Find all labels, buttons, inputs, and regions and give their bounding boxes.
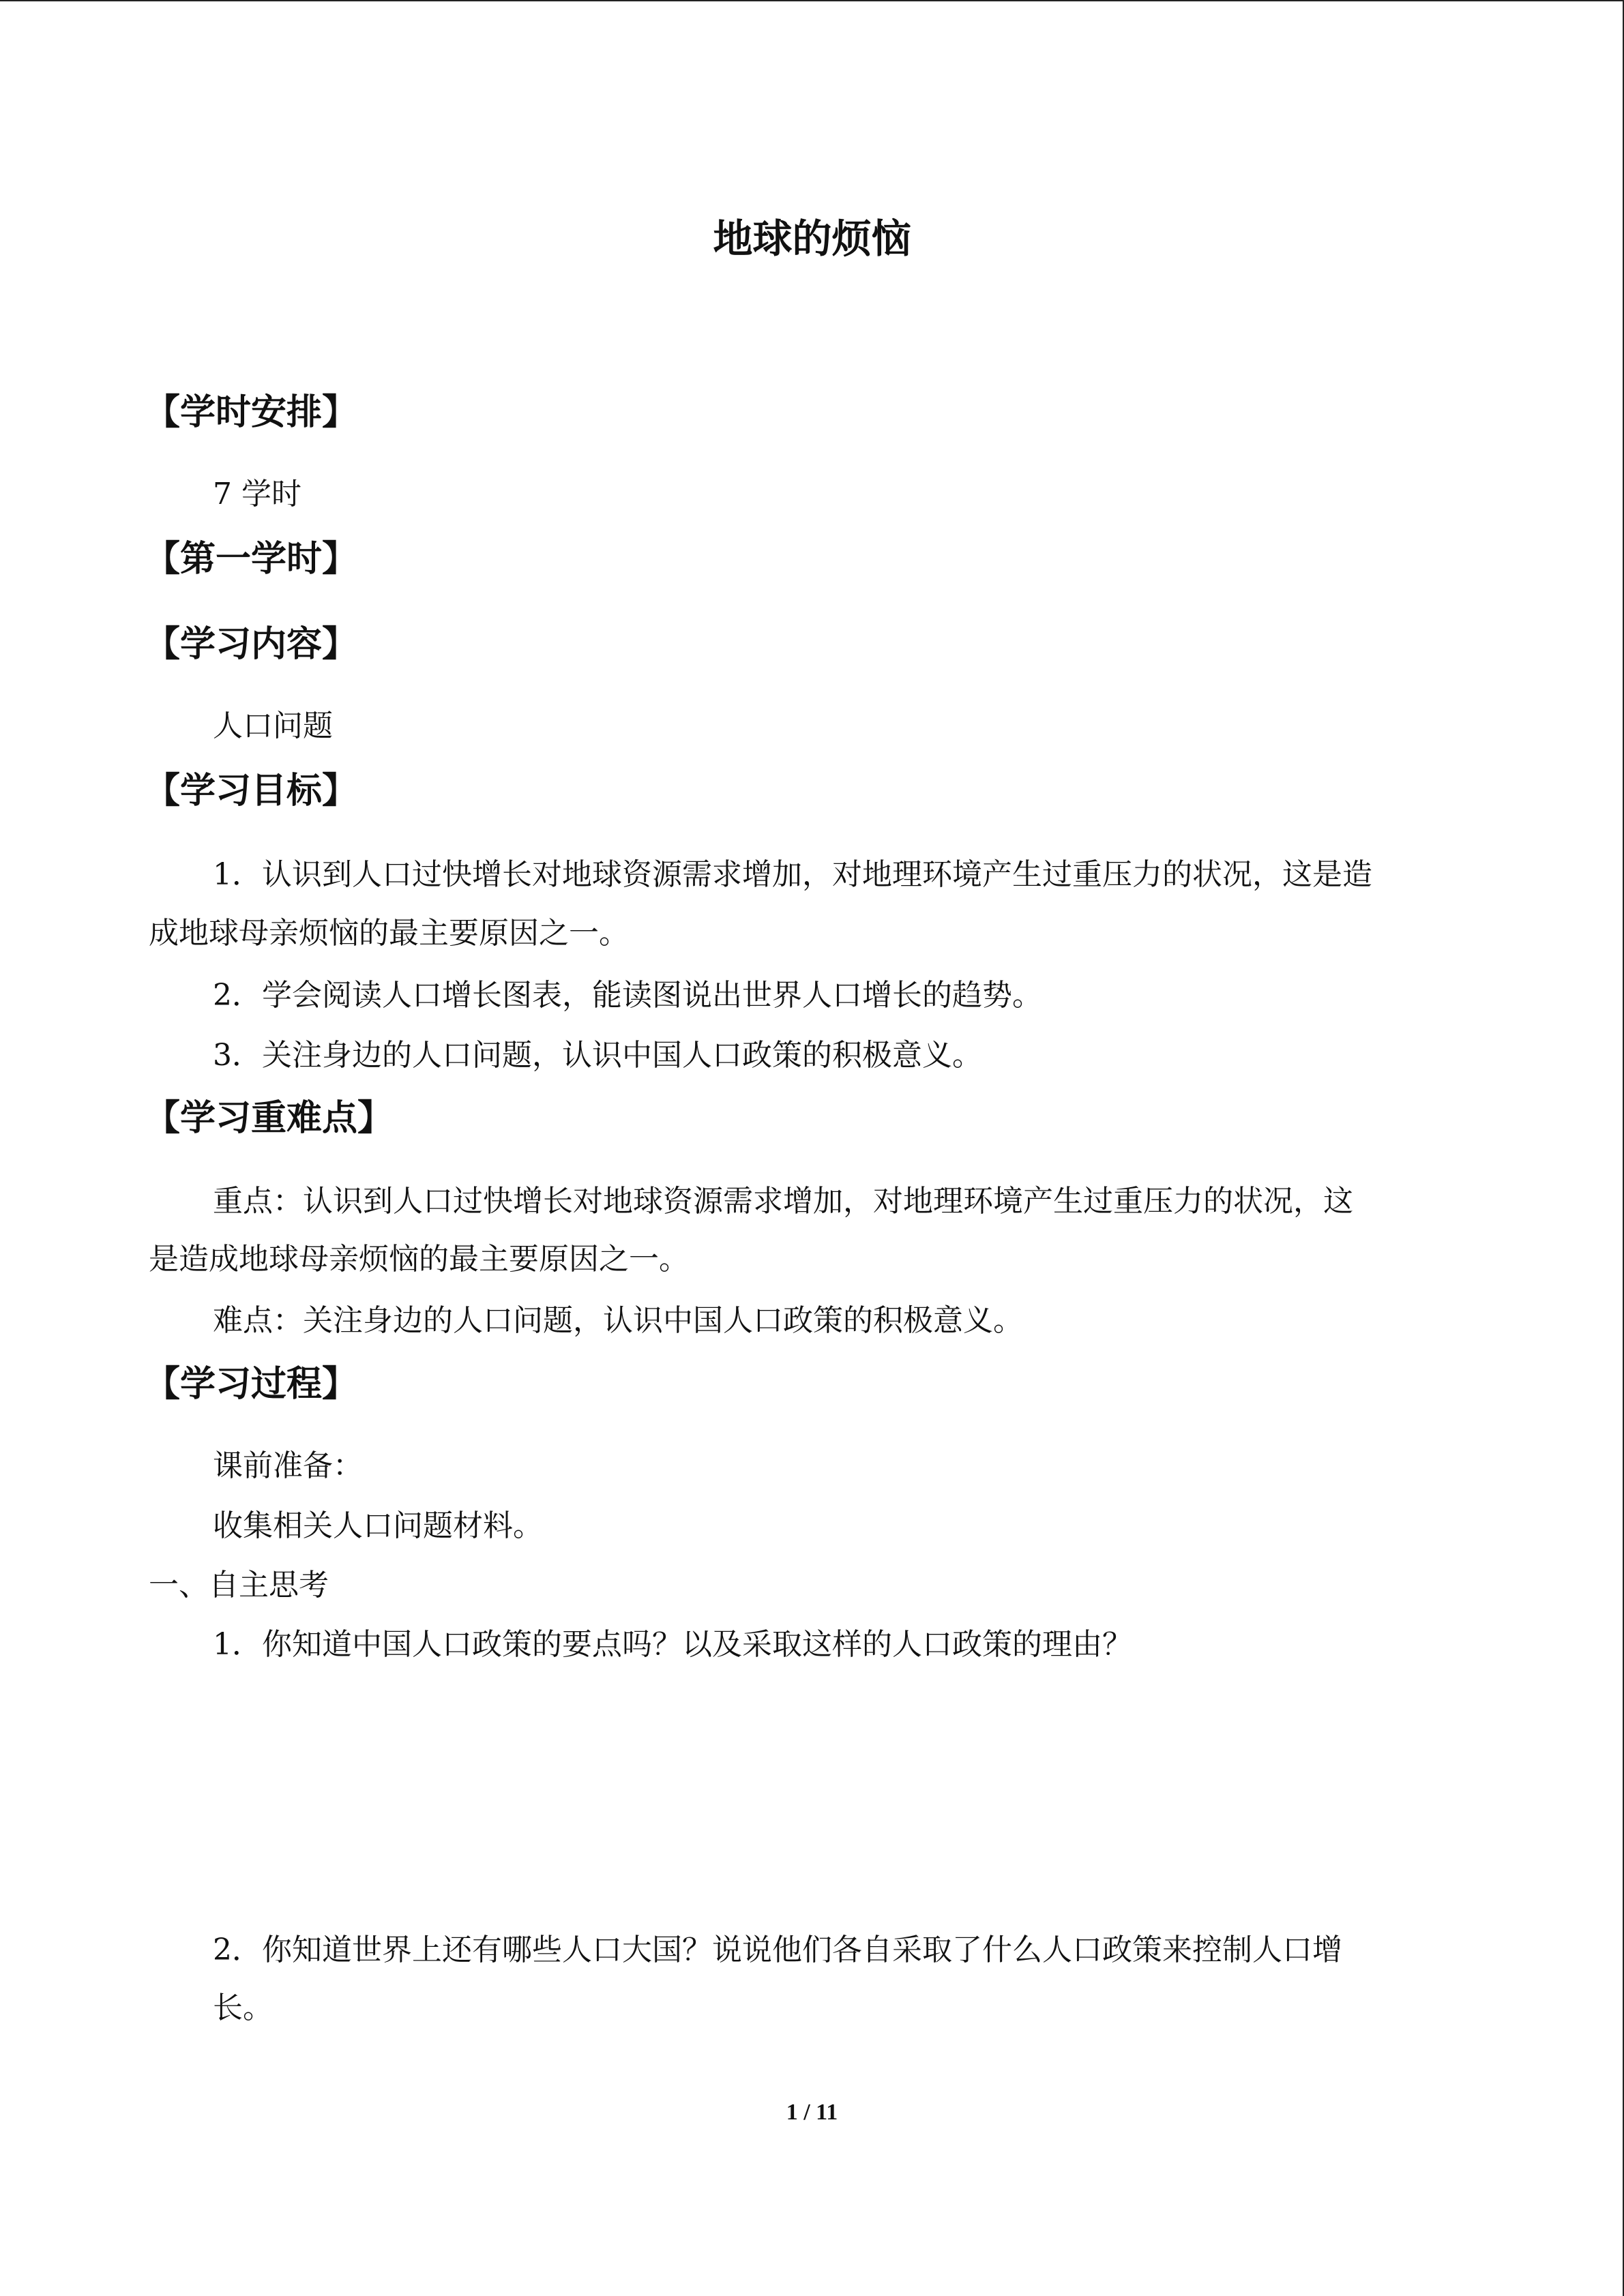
- question-2-line-1: 2．你知道世界上还有哪些人口大国？说说他们各自采取了什么人口政策来控制人口增: [213, 1933, 1342, 1967]
- key-point-line-2: 是造成地球母亲烦恼的最主要原因之一。: [149, 1242, 689, 1277]
- heading-content: 【学习内容】: [145, 624, 358, 665]
- heading-first-hour: 【第一学时】: [145, 539, 358, 580]
- goal-item-1-line-1: 1．认识到人口过快增长对地球资源需求增加，对地理环境产生过重压力的状况，这是造: [213, 857, 1372, 892]
- difficult-point: 难点：关注身边的人口问题，认识中国人口政策的积极意义。: [213, 1303, 1023, 1338]
- goal-item-3: 3．关注身边的人口问题，认识中国人口政策的积极意义。: [213, 1038, 982, 1073]
- key-point-line-1: 重点：认识到人口过快增长对地球资源需求增加，对地理环境产生过重压力的状况，这: [213, 1184, 1353, 1219]
- goal-item-1-line-2: 成地球母亲烦恼的最主要原因之一。: [149, 916, 629, 951]
- heading-goals: 【学习目标】: [145, 771, 358, 811]
- prep-text: 收集相关人口问题材料。: [213, 1508, 543, 1543]
- question-2-line-2: 长。: [213, 1991, 273, 2025]
- page-number: 1 / 11: [786, 2100, 838, 2125]
- prep-label: 课前准备：: [213, 1448, 363, 1483]
- heading-process: 【学习过程】: [145, 1364, 358, 1405]
- page-title: 地球的烦恼: [713, 215, 911, 262]
- question-1: 1．你知道中国人口政策的要点吗？以及采取这样的人口政策的理由？: [213, 1627, 1132, 1662]
- schedule-text: 7 学时: [213, 477, 301, 511]
- part-1-heading: 一、自主思考: [149, 1568, 329, 1602]
- content-text: 人口问题: [213, 709, 333, 743]
- heading-schedule: 【学时安排】: [145, 392, 358, 433]
- heading-key-points: 【学习重难点】: [145, 1098, 394, 1139]
- goal-item-2: 2．学会阅读人口增长图表，能读图说出世界人口增长的趋势。: [213, 978, 1042, 1013]
